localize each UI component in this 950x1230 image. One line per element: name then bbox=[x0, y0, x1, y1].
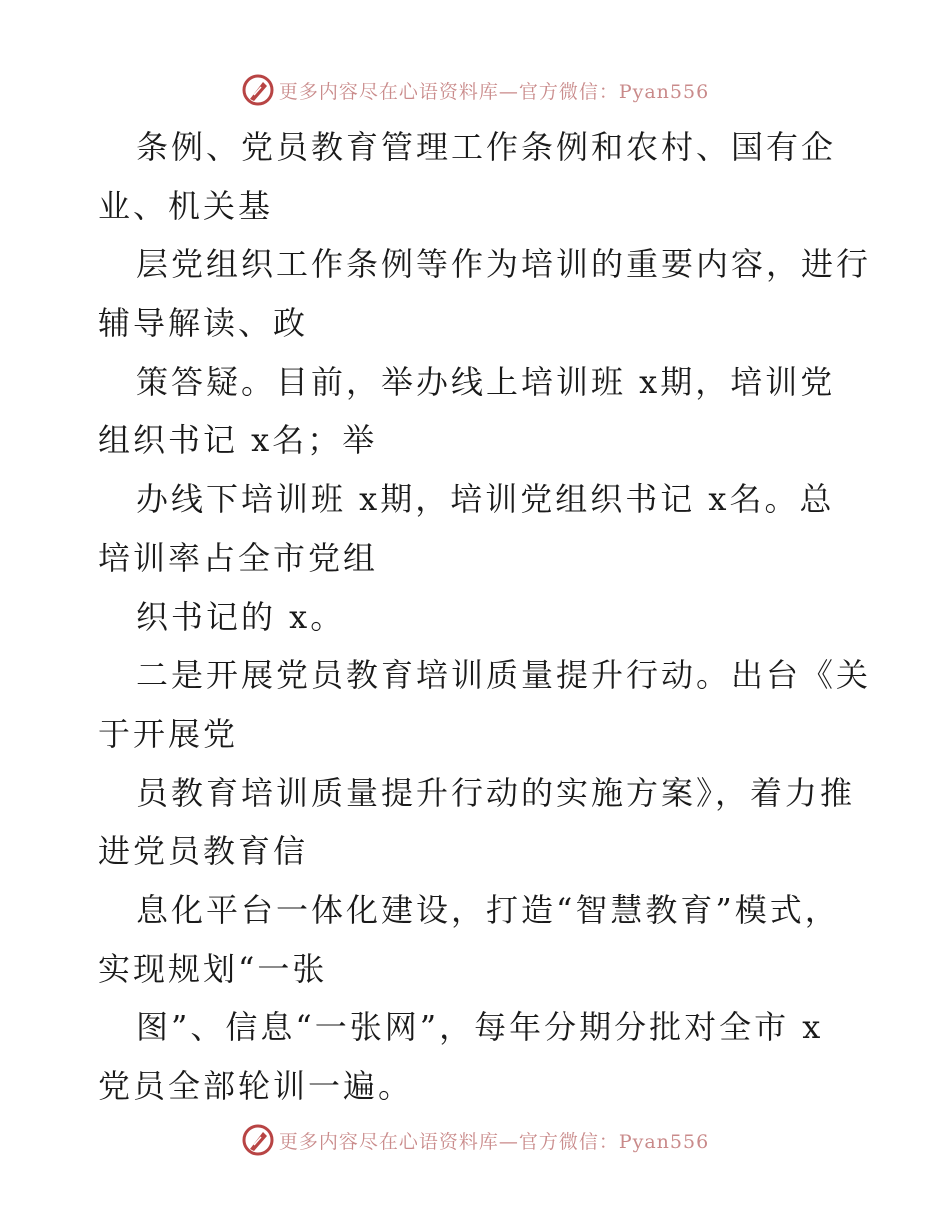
text-line: 员教育培训质量提升行动的实施方案》，着力推 bbox=[136, 773, 856, 812]
text-line: 组织书记 x名；举 bbox=[98, 421, 378, 460]
document-body bbox=[98, 118, 872, 1116]
header-banner bbox=[0, 70, 950, 110]
text-line: 二是开展党员教育培训质量提升行动。出台《关 bbox=[136, 656, 872, 695]
quill-pen-icon bbox=[241, 73, 275, 107]
text-line: 党员全部轮训一遍。 bbox=[98, 1067, 414, 1105]
banner-text: 更多内容尽在心语资料库—官方微信：Pyan556 bbox=[278, 1130, 710, 1153]
text-line: 织书记的 x。 bbox=[136, 597, 346, 636]
text-line: 息化平台一体化建设，打造“智慧教育”模式， bbox=[136, 890, 840, 929]
text-line: 办线下培训班 x期，培训党组织书记 x名。总 bbox=[136, 480, 835, 519]
footer-banner bbox=[0, 1120, 950, 1160]
text-line: 图”、信息“一张网”，每年分期分批对全市 x bbox=[136, 1008, 824, 1047]
text-line: 层党组织工作条例等作为培训的重要内容，进行 bbox=[136, 245, 872, 284]
text-line: 策答疑。目前，举办线上培训班 x期，培训党 bbox=[136, 362, 836, 401]
text-line: 培训率占全市党组 bbox=[98, 538, 379, 577]
text-line: 于开展党 bbox=[98, 714, 239, 753]
text-line: 条例、党员教育管理工作条例和农村、国有企 bbox=[136, 128, 837, 166]
banner-text: 更多内容尽在心语资料库—官方微信：Pyan556 bbox=[278, 80, 710, 103]
text-line: 辅导解读、政 bbox=[98, 304, 309, 343]
text-line: 实现规划“一张 bbox=[98, 949, 328, 988]
quill-pen-icon bbox=[241, 1123, 275, 1157]
text-line: 进党员教育信 bbox=[98, 832, 309, 871]
text-line: 业、机关基 bbox=[98, 186, 274, 225]
